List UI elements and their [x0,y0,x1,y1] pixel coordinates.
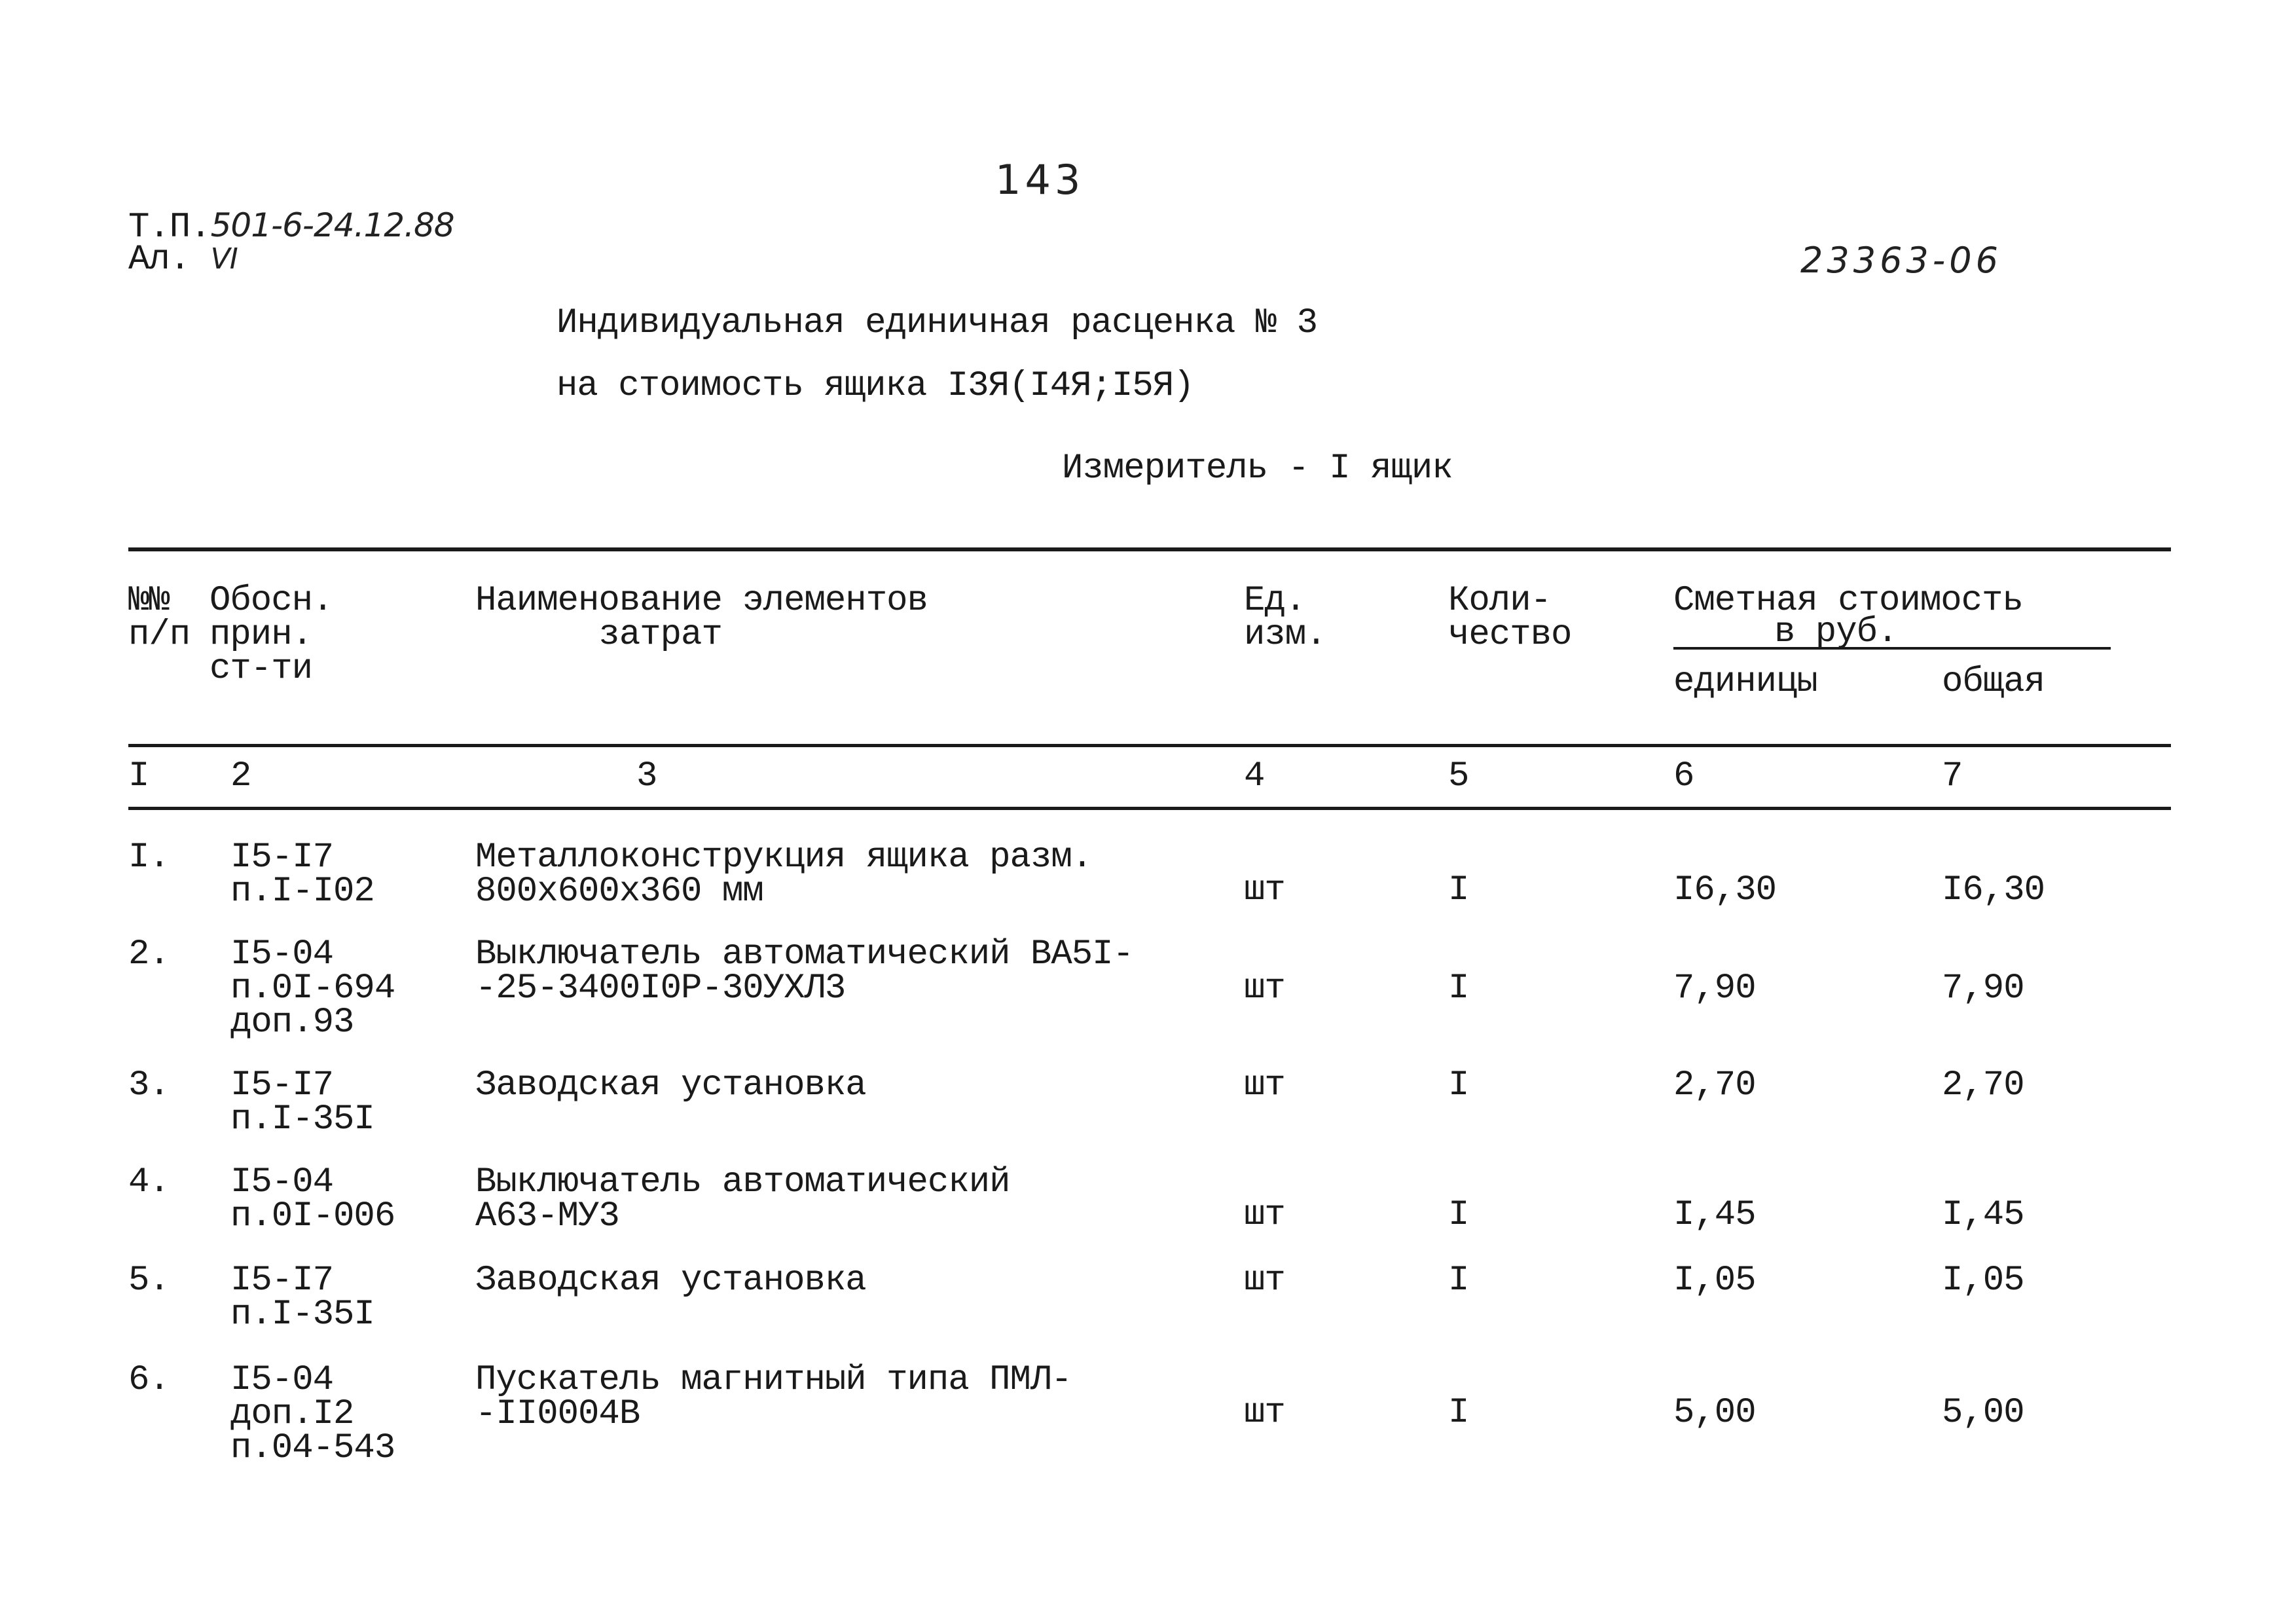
col-number-4: 4 [1244,756,1265,796]
row-4-name: Выключатель автоматический А63-МУ3 [475,1162,1010,1236]
row-4-num: 4. [128,1162,170,1202]
header-name: Наименование элементов затрат [475,581,928,655]
row-2-unit-cost: 7,90 [1673,969,1756,1008]
row-2-total-cost: 7,90 [1942,969,2024,1008]
row-1-basis: I5-I7 п.I-I02 [230,838,374,912]
header-total-cost: общая [1942,662,2045,702]
album-prefix: Ал. [128,240,191,280]
header-unit: Ед. изм. [1244,581,1326,655]
doc-ref-prefix: Т.П. [128,208,211,248]
header-cost: Сметная стоимость [1673,581,2023,621]
row-6-unit: шт [1244,1393,1285,1433]
row-3-qty: I [1448,1065,1469,1105]
row-1-num: I. [128,838,170,877]
doc-ref-number: 501-6-24.12.88 [210,206,454,244]
album-number: VI [210,242,238,276]
row-5-qty: I [1448,1261,1469,1301]
col-number-7: 7 [1942,756,1963,796]
row-5-name: Заводская установка [475,1261,866,1301]
row-2-num: 2. [128,934,170,974]
row-6-qty: I [1448,1393,1469,1433]
header-qty: Коли- чество [1448,581,1572,655]
row-4-unit-cost: I,45 [1673,1195,1756,1235]
measure-line: Измеритель - I ящик [1062,449,1453,489]
row-5-unit-cost: I,05 [1673,1261,1756,1301]
row-3-name: Заводская установка [475,1065,866,1105]
row-1-qty: I [1448,870,1469,910]
col-numbers-bottom-rule [128,807,2171,810]
row-3-num: 3. [128,1065,170,1105]
row-1-name: Металлоконструкция ящика разм. 800х600х360 мм [475,838,1093,912]
row-6-unit-cost: 5,00 [1673,1393,1756,1433]
row-3-total-cost: 2,70 [1942,1065,2024,1105]
row-2-name: Выключатель автоматический ВА5I- -25-3400I0Р-30УХЛ3 [475,934,1133,1008]
document-code: 23363-06 [1800,240,2002,281]
row-6-num: 6. [128,1360,170,1400]
header-unit-cost: единицы [1673,662,1817,702]
row-1-unit-cost: I6,30 [1673,870,1777,910]
row-2-basis: I5-04 п.0I-694 доп.93 [230,934,395,1043]
row-3-basis: I5-I7 п.I-35I [230,1065,374,1139]
row-5-total-cost: I,05 [1942,1261,2024,1301]
row-4-basis: I5-04 п.0I-006 [230,1162,395,1236]
row-5-basis: I5-I7 п.I-35I [230,1261,374,1335]
col-number-6: 6 [1673,756,1694,796]
row-6-total-cost: 5,00 [1942,1393,2024,1433]
album-reference [128,240,238,280]
row-4-total-cost: I,45 [1942,1195,2024,1235]
row-1-unit: шт [1244,870,1285,910]
table-top-rule [128,547,2171,551]
col-number-1: I [128,756,149,796]
row-6-name: Пускатель магнитный типа ПМЛ- -II0004В [475,1360,1072,1434]
row-2-qty: I [1448,969,1469,1008]
row-4-qty: I [1448,1195,1469,1235]
row-4-unit: шт [1244,1195,1285,1235]
row-6-basis: I5-04 доп.I2 п.04-543 [230,1360,395,1468]
col-number-2: 2 [230,756,251,796]
header-bottom-rule [128,744,2171,747]
row-2-unit: шт [1244,969,1285,1008]
row-5-num: 5. [128,1261,170,1301]
row-1-total-cost: I6,30 [1942,870,2045,910]
row-3-unit: шт [1244,1065,1285,1105]
title-line-2: на стоимость ящика I3Я(I4Я;I5Я) [556,366,1194,406]
col-number-5: 5 [1448,756,1469,796]
row-3-unit-cost: 2,70 [1673,1065,1756,1105]
col-number-3: 3 [636,756,657,796]
header-num: №№ п/п [128,581,191,655]
title-line-1: Индивидуальная единичная расценка № 3 [556,303,1317,343]
header-basis: Обосн. прин. ст-ти [210,581,333,689]
row-5-unit: шт [1244,1261,1285,1301]
header-cost-sub: в руб. [1774,612,1898,652]
page-number: 143 [995,156,1085,204]
